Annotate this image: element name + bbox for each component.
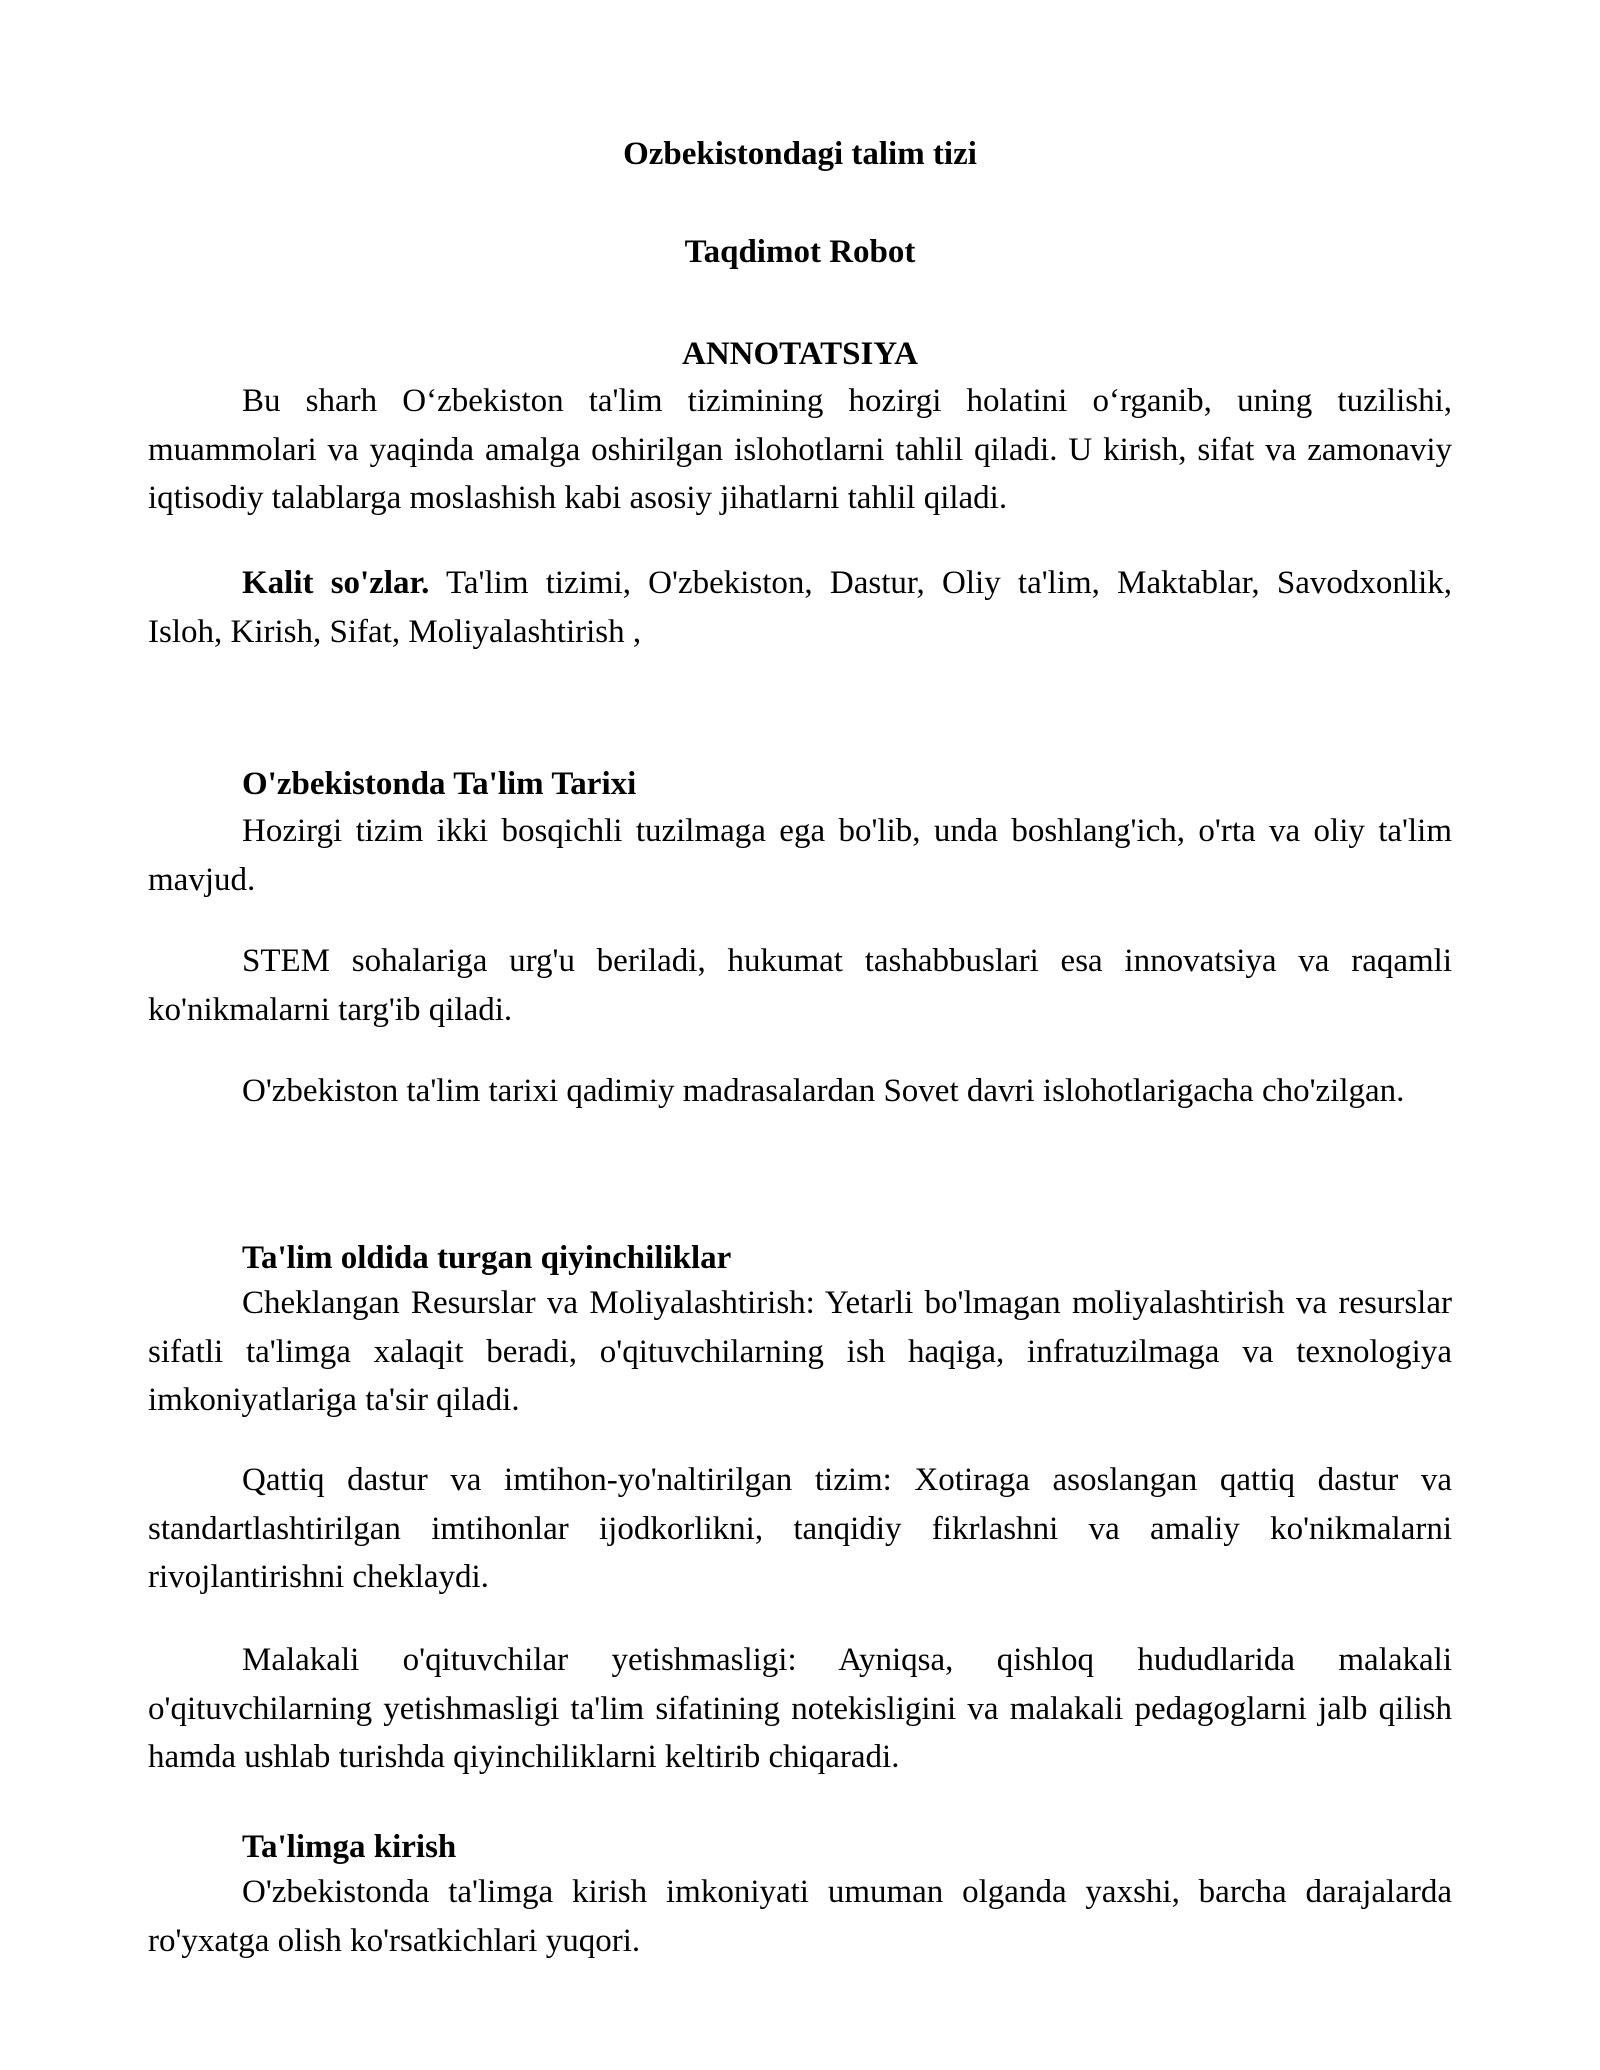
document-title: Ozbekistondagi talim tizi [623,136,977,172]
history-paragraph-1: Hozirgi tizim ikki bosqichli tuzilmaga ega bo'lib, unda boshlang'ich, o'rta va oliy ta'lim mavjud. [148,813,1452,898]
abstract-heading: ANNOTATSIYA [682,336,918,372]
document-author: Taqdimot Robot [684,234,916,270]
access-paragraph-1: O'zbekistonda ta'limga kirish imkoniyati umuman olganda yaxshi, barcha darajalarda ro'yxatga olish ko'rsatkichlari yuqori. [148,1874,1452,1959]
section-heading-access: Ta'limga kirish [242,1829,457,1865]
keywords-text: Ta'lim tizimi, O'zbekiston, Dastur, Oliy ta'lim, Maktablar, Savodxonlik, Isloh, Kirish, Sifat, Moliyalashtirish , [148,565,1452,650]
history-paragraph-2: STEM sohalariga urg'u beriladi, hukumat tashabbuslari esa innovatsiya va raqamli ko'nikmalarni targ'ib qiladi. [148,943,1452,1028]
challenges-paragraph-1: Cheklangan Resurslar va Moliyalashtirish: Yetarli bo'lmagan moliyalashtirish va resurslar sifatli ta'limga xalaqit beradi, o'qituvchilarning ish haqiga, infratuzilmaga va texnologiya imkoniyatlariga ta'sir qiladi. [148,1285,1452,1418]
section-heading-challenges: Ta'lim oldida turgan qiyinchiliklar [242,1240,732,1276]
history-paragraph-3: O'zbekiston ta'lim tarixi qadimiy madrasalardan Sovet davri islohotlarigacha cho'zilgan. [242,1073,1405,1109]
keywords-label: Kalit so'zlar. [242,565,430,601]
section-heading-history: O'zbekistonda Ta'lim Tarixi [242,766,637,802]
challenges-paragraph-3: Malakali o'qituvchilar yetishmasligi: Ayniqsa, qishloq hududlarida malakali o'qituvchilarning yetishmasligi ta'lim sifatining notekisligini va malakali pedagoglarni jalb qilish hamda ushlab turishda qiyinchiliklarni keltirib chiqaradi. [148,1642,1452,1775]
keywords-paragraph [148,559,1452,656]
challenges-paragraph-2: Qattiq dastur va imtihon-yo'naltirilgan tizim: Xotiraga asoslangan qattiq dastur va standartlashtirilgan imtihonlar ijodkorlikni, tanqidiy fikrlashni va amaliy ko'nikmalarni rivojlantirishni cheklaydi. [148,1462,1452,1595]
abstract-text: Bu sharh O‘zbekiston ta'lim tizimining hozirgi holatini o‘rganib, uning tuzilishi, muammolari va yaqinda amalga oshirilgan islohotlarni tahlil qiladi. U kirish, sifat va zamonaviy iqtisodiy talablarga moslashish kabi asosiy jihatlarni tahlil qiladi. [148,383,1452,516]
